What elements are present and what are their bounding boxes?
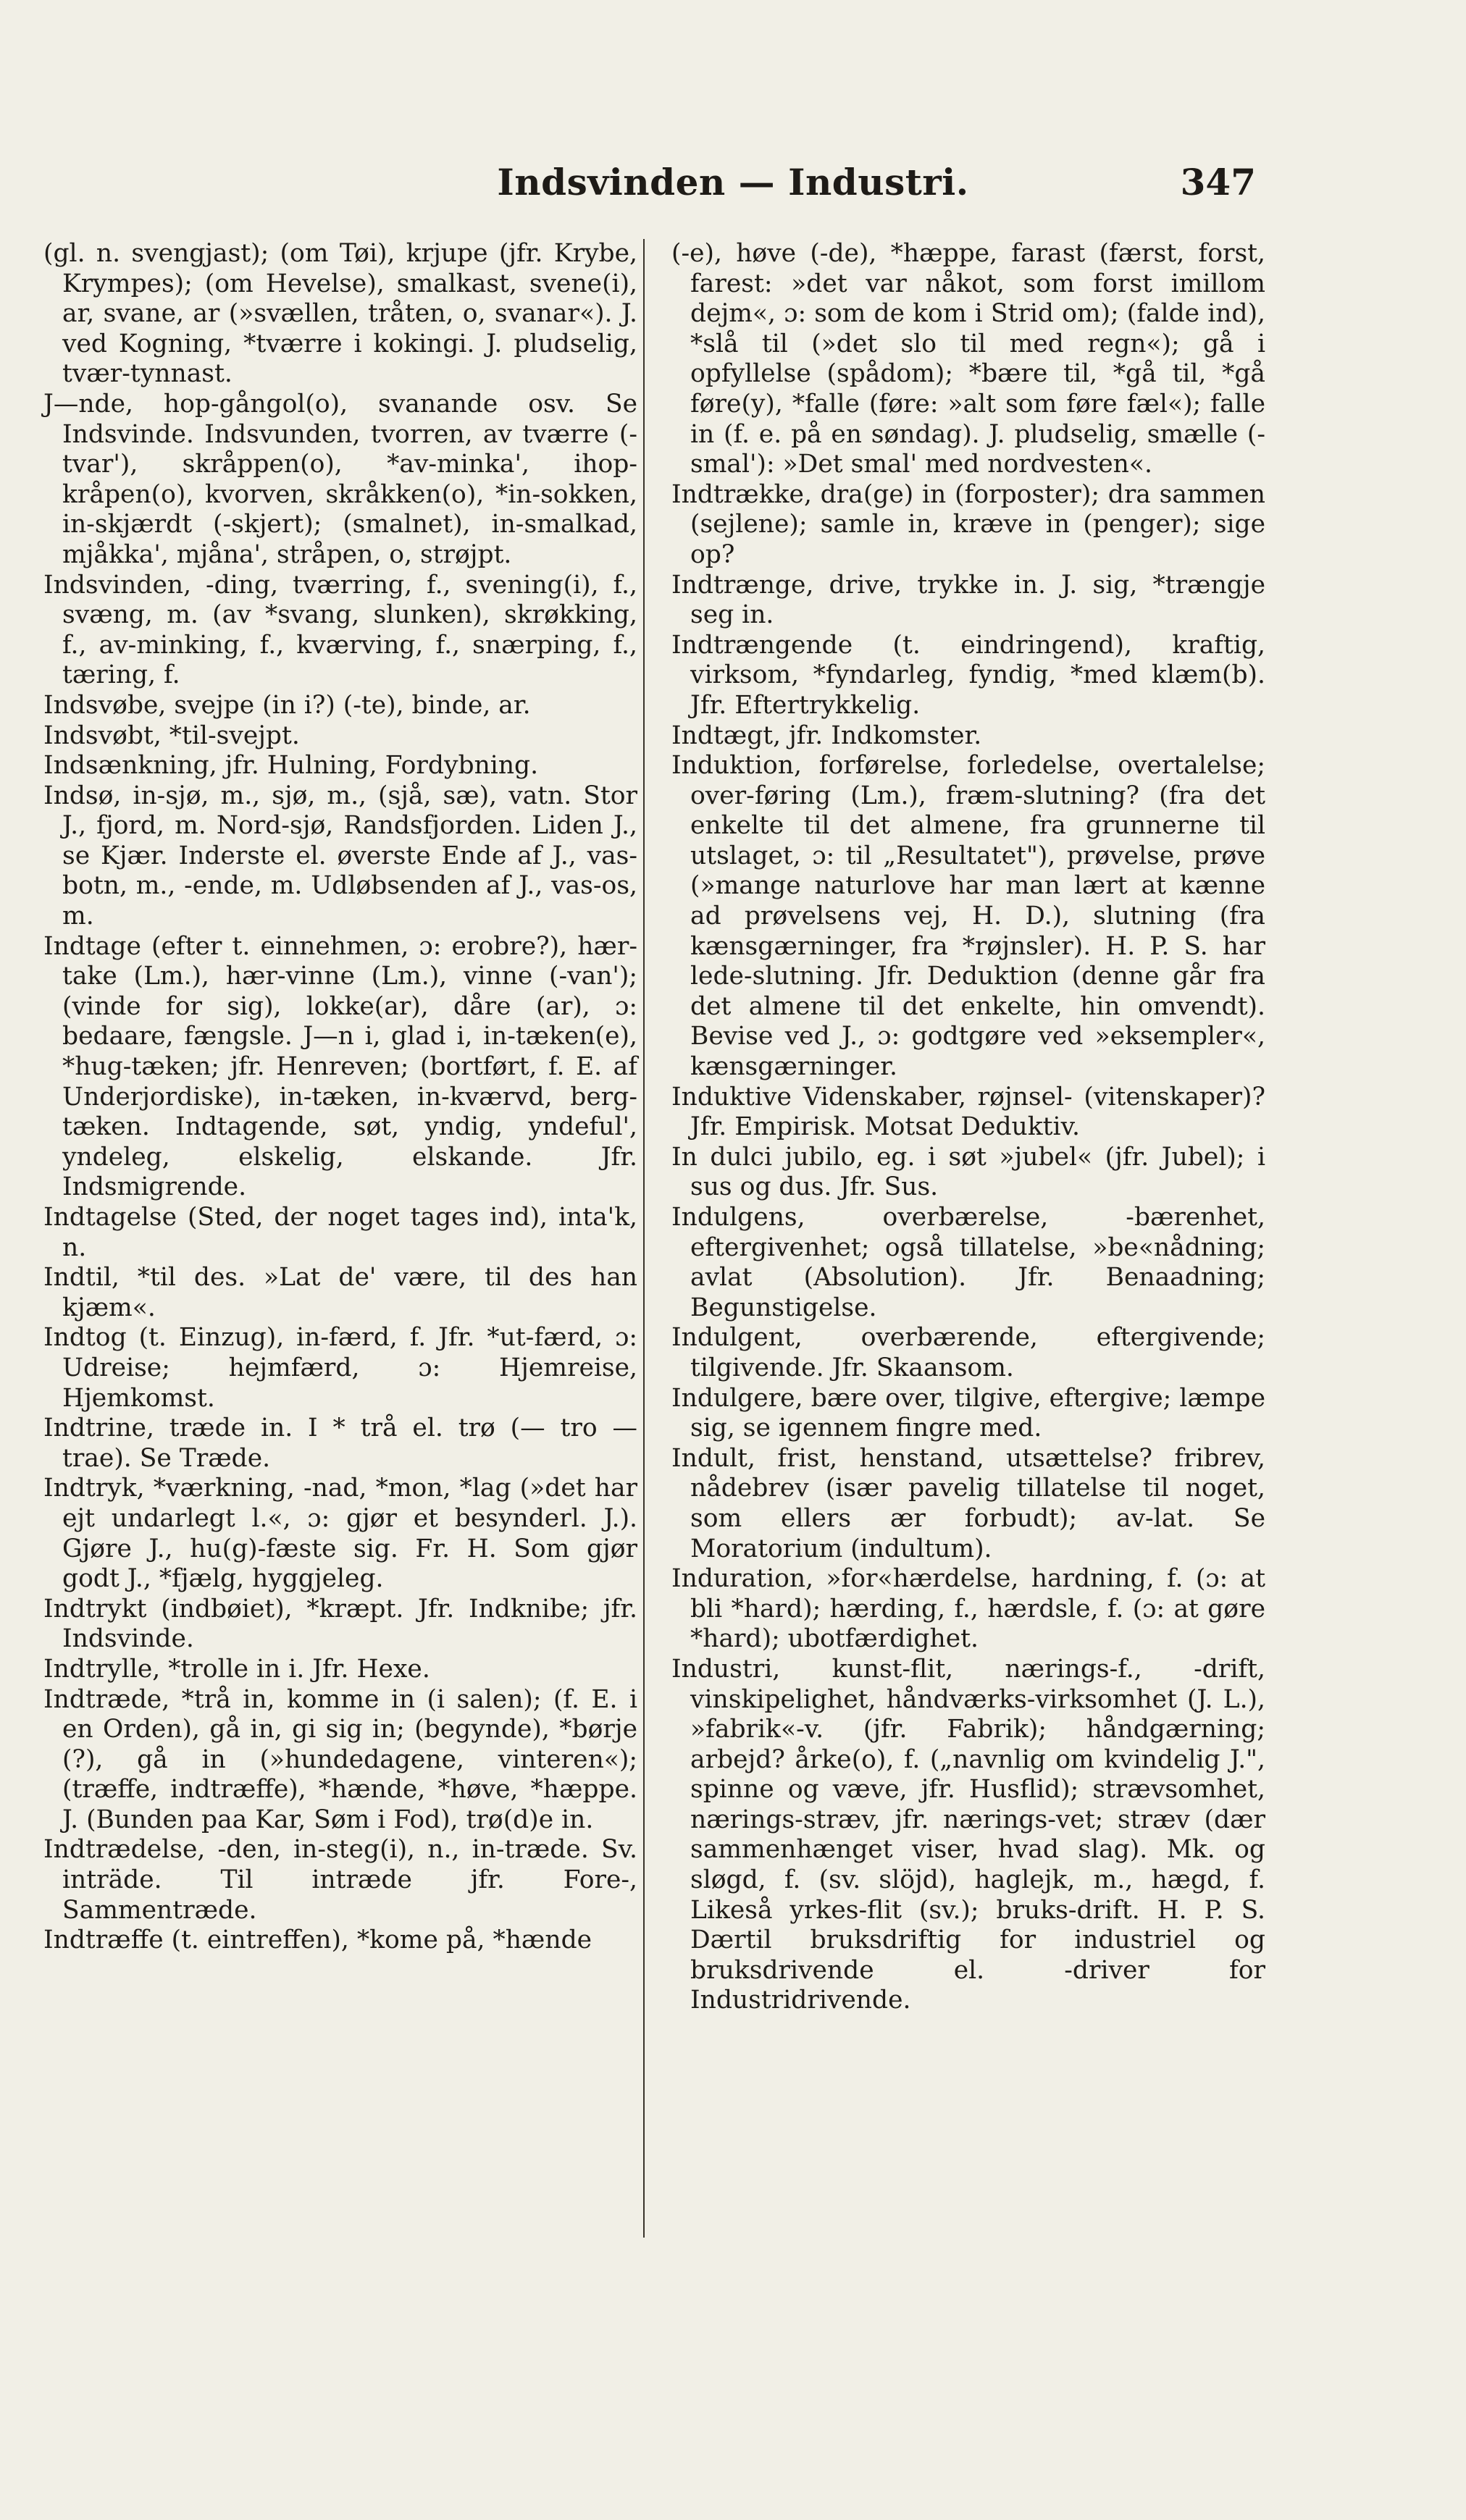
dictionary-entry: Indsvøbe, svejpe (in i?) (-te), binde, ar. bbox=[43, 690, 531, 720]
dictionary-entry: Indtrine, træde in. I * trå el. trø (— tro — trae). Se Træde. bbox=[43, 1414, 637, 1473]
right-column bbox=[671, 239, 1265, 2016]
dictionary-entry: J—nde, hop-gångol(o), svanande osv. Se Indsvinde. Indsvunden, tvorren, av tværre (-tvar'), skråppen(o), *av-minka', ihop-kråpen(o), kvorven, skråkken(o), *in-sokken, in-skjærdt (-skjert); (smalnet), in-smalkad, mjåkka', mjåna', stråpen, o, strøjpt. bbox=[43, 389, 637, 569]
dictionary-entry: Indtage (efter t. einnehmen, ɔ: erobre?), hær-take (Lm.), hær-vinne (Lm.), vinne (-van'); (vinde for sig), lokke(ar), dåre (ar), ɔ: bedaare, fængsle. J—n i, glad i, in-tæken(e), *hug-tæken; jfr. Henreven; (bortført, f. E. af Underjordiske), in-tæken, in-kværvd, berg-tæken. Indtagende, søt, yndig, yndeful', yndeleg, elskelig, elskande. Jfr. Indsmigrende. bbox=[43, 931, 637, 1202]
column-divider bbox=[643, 239, 645, 2238]
dictionary-entry: Indtrænge, drive, trykke in. J. sig, *trængje seg in. bbox=[671, 570, 1265, 630]
dictionary-entry: (-e), høve (-de), *hæppe, farast (færst, forst, farest: »det var nåkot, som forst imillom dejm«, ɔ: som de kom i Strid om); (falde ind), *slå til (»det slo til med regn«); gå i opfyllelse (spådom); *bære til, *gå til, *gå føre(y), *falle (føre: »alt som føre fæl«); falle in (f. e. på en søndag). J. pludselig, smælle (-smal'): »Det smal' med nordvesten«. bbox=[671, 239, 1265, 479]
dictionary-entry: Indulgens, overbærelse, -bærenhet, eftergivenhet; også tillatelse, »be«nådning; avlat (Absolution). Jfr. Benaadning; Begunstigelse. bbox=[671, 1203, 1265, 1322]
dictionary-entry: Induktive Videnskaber, røjnsel- (vitenskaper)? Jfr. Empirisk. Motsat Deduktiv. bbox=[671, 1082, 1265, 1142]
dictionary-entry: Indulgent, overbærende, eftergivende; tilgivende. Jfr. Skaansom. bbox=[671, 1323, 1265, 1382]
dictionary-entry: Indtrylle, *trolle in i. Jfr. Hexe. bbox=[43, 1654, 430, 1684]
dictionary-entry: Industri, kunst-flit, nærings-f., -drift, vinskipelighet, håndværks-virksomhet (J. L.), »fabrik«-v. (jfr. Fabrik); håndgærning; arbejd? årke(o), f. („navnlig om kvindelig J.", spinne og væve, jfr. Husflid); strævsomhet, nærings-stræv, jfr. nærings-vet; stræv (dær sammenhænget viser, hvad slag). Mk. og sløgd, f. (sv. slöjd), haglejk, m., hægd, f. Likeså yrkes-flit (sv.); bruks-drift. H. P. S. Dærtil bruksdriftig for industriel og bruksdrivende el. -driver for Industridrivende. bbox=[671, 1654, 1265, 2015]
dictionary-entry: Indsvinden, -ding, tværring, f., svening(i), f., svæng, m. (av *svang, slunken), skrøkking, f., av-minking, f., kværving, f., snærping, f., tæring, f. bbox=[43, 570, 637, 690]
dictionary-entry: Indtrække, dra(ge) in (forposter); dra sammen (sejlene); samle in, kræve in (penger); sige op? bbox=[671, 479, 1265, 569]
dictionary-entry: Indult, frist, henstand, utsættelse? fribrev, nådebrev (især pavelig tillatelse til noget, som ellers ær forbudt); av-lat. Se Moratorium (indultum). bbox=[671, 1443, 1265, 1563]
dictionary-entry: Indsænkning, jfr. Hulning, Fordybning. bbox=[43, 751, 539, 781]
left-column bbox=[43, 239, 637, 1956]
page-header bbox=[0, 161, 1466, 219]
dictionary-entry: Induration, »for«hærdelse, hardning, f. (ɔ: at bli *hard); hærding, f., hærdsle, f. (ɔ: at gøre *hard); ubotfærdighet. bbox=[671, 1564, 1265, 1654]
running-head: Indsvinden — Industri. bbox=[497, 161, 969, 203]
dictionary-entry: Indtog (t. Einzug), in-færd, f. Jfr. *ut-færd, ɔ: Udreise; hejmfærd, ɔ: Hjemreise, Hjemkomst. bbox=[43, 1323, 637, 1413]
dictionary-entry: Indtægt, jfr. Indkomster. bbox=[671, 721, 982, 750]
dictionary-entry: Indtrædelse, -den, in-steg(i), n., in-træde. Sv. inträde. Til intræde jfr. Fore-, Sammentræde. bbox=[43, 1835, 637, 1925]
dictionary-entry: In dulci jubilo, eg. i søt »jubel« (jfr. Jubel); i sus og dus. Jfr. Sus. bbox=[671, 1142, 1265, 1202]
dictionary-entry: Indsvøbt, *til-svejpt. bbox=[43, 721, 300, 750]
dictionary-entry: Induktion, forførelse, forledelse, overtalelse; over-føring (Lm.), fræm-slutning? (fra det enkelte til det almene, fra grunnerne til utslaget, ɔ: til „Resultatet"), prøvelse, prøve (»mange naturlove har man lært at kænne ad prøvelsens vej, H. D.), slutning (fra kænsgærninger, fra *røjnsler). H. P. S. har lede-slutning. Jfr. Deduktion (denne går fra det almene til det enkelte, hin omvendt). Bevise ved J., ɔ: godtgøre ved »eksempler«, kænsgærninger. bbox=[671, 751, 1265, 1082]
dictionary-entry: (gl. n. svengjast); (om Tøi), krjupe (jfr. Krybe, Krympes); (om Hevelse), smalkast, svene(i), ar, svane, ar (»svællen, tråten, o, svanar«). J. ved Kogning, *tværre i kokingi. J. pludselig, tvær-tynnast. bbox=[43, 239, 637, 389]
dictionary-entry: Indtil, *til des. »Lat de' være, til des han kjæm«. bbox=[43, 1263, 637, 1322]
dictionary-entry: Indtagelse (Sted, der noget tages ind), inta'k, n. bbox=[43, 1203, 637, 1262]
dictionary-entry: Indtræffe (t. eintreffen), *kome på, *hænde bbox=[43, 1925, 592, 1955]
page-number: 347 bbox=[1180, 161, 1256, 203]
dictionary-entry: Indtræde, *trå in, komme in (i salen); (f. E. i en Orden), gå in, gi sig in; (begynde), *børje (?), gå in (»hundedagene, vinteren«); (træffe, indtræffe), *hænde, *høve, *hæppe. J. (Bunden paa Kar, Søm i Fod), trø(d)e in. bbox=[43, 1684, 637, 1834]
dictionary-entry: Indtrykt (indbøiet), *kræpt. Jfr. Indknibe; jfr. Indsvinde. bbox=[43, 1594, 637, 1654]
dictionary-entry: Indsø, in-sjø, m., sjø, m., (sjå, sæ), vatn. Stor J., fjord, m. Nord-sjø, Randsfjorden. Liden J., se Kjær. Inderste el. øverste Ende af J., vas-botn, m., -ende, m. Udløbsenden af J., vas-os, m. bbox=[43, 781, 637, 931]
dictionary-entry: Indtrængende (t. eindringend), kraftig, virksom, *fyndarleg, fyndig, *med klæm(b). Jfr. Eftertrykkelig. bbox=[671, 630, 1265, 720]
dictionary-entry: Indulgere, bære over, tilgive, eftergive; læmpe sig, se igennem fingre med. bbox=[671, 1383, 1265, 1443]
dictionary-entry: Indtryk, *værkning, -nad, *mon, *lag (»det har ejt undarlegt l.«, ɔ: gjør et besynderl. J.). Gjøre J., hu(g)-fæste sig. Fr. H. Som gjør godt J., *fjælg, hyggjeleg. bbox=[43, 1474, 637, 1594]
